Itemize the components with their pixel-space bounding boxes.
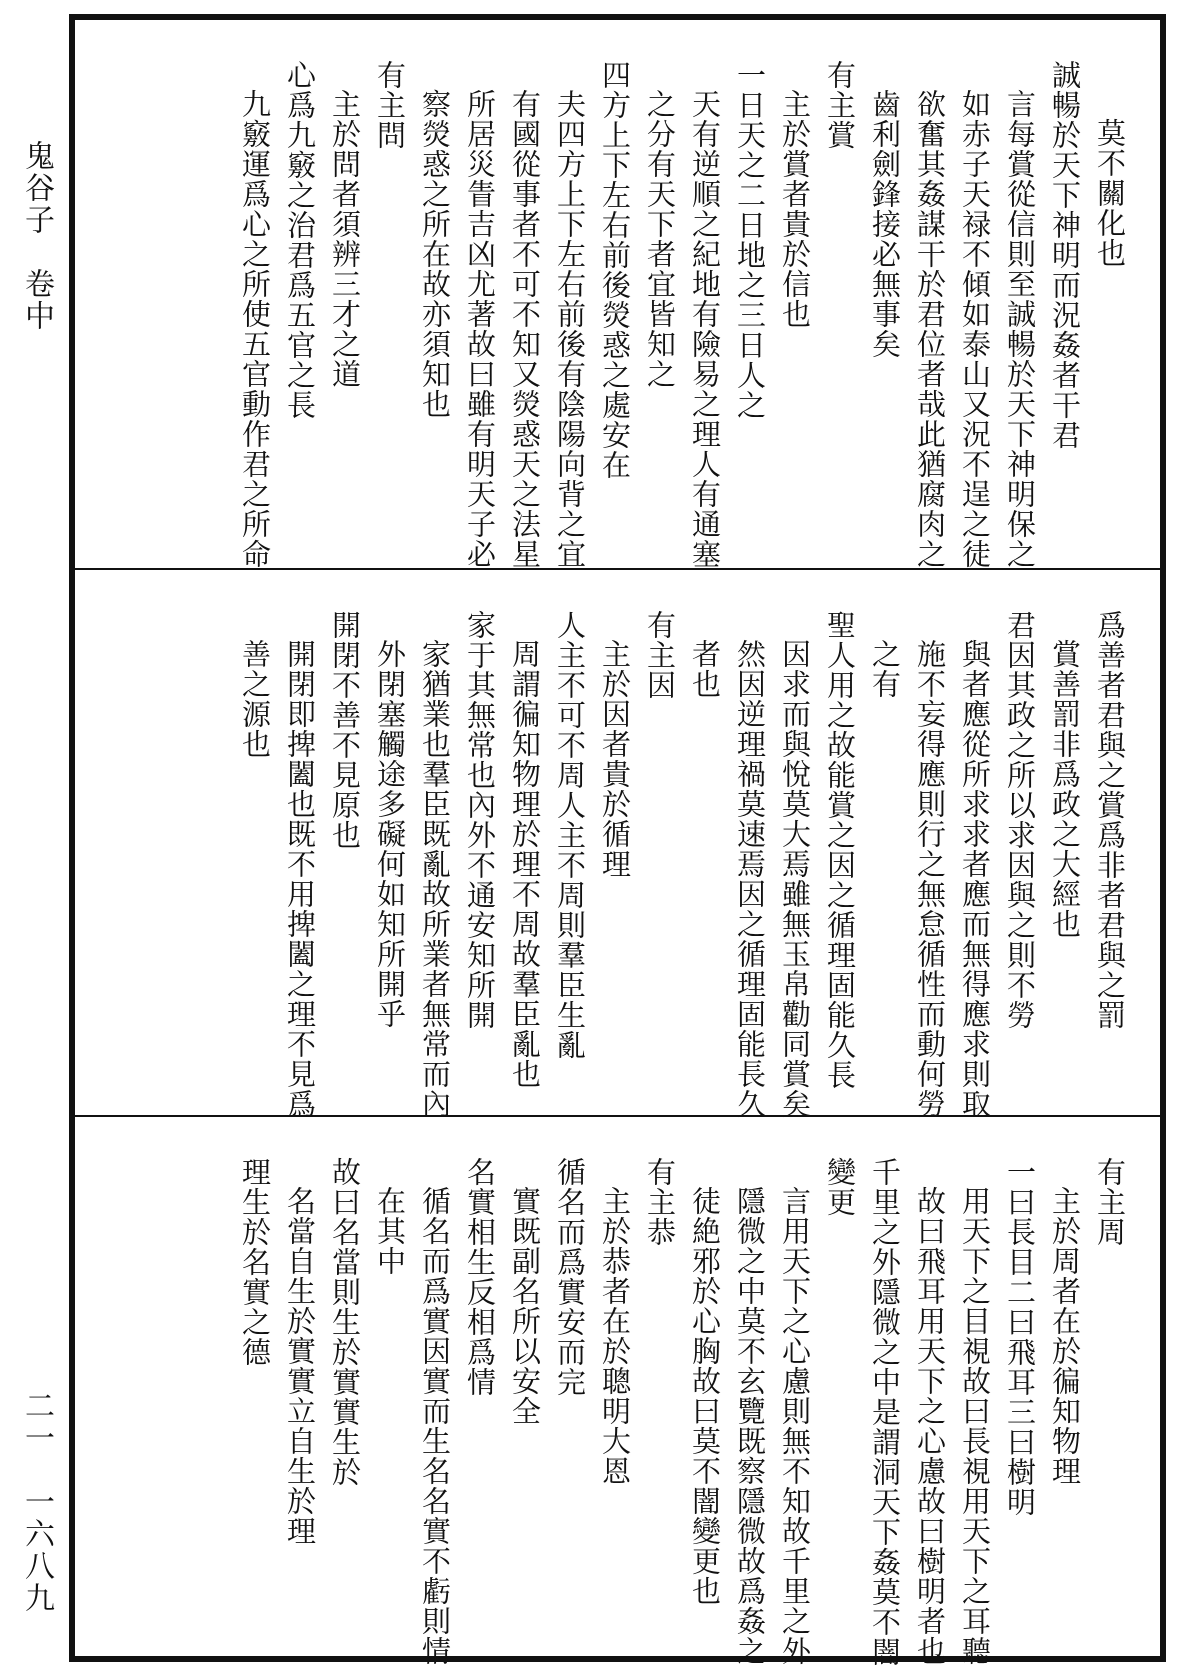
text-column: 名實相生反相爲情	[463, 1157, 497, 1397]
text-column: 施不妄得應則行之無怠循性而動何勞	[913, 639, 947, 1119]
text-column: 然因逆理禍莫速焉因之循理固能長久	[733, 639, 767, 1119]
text-column: 所居災眚吉凶尤著故曰雖有明天子必	[463, 89, 497, 569]
text-column: 理生於名實之德	[238, 1157, 272, 1367]
text-column: 如赤子天禄不傾如泰山又況不逞之徒	[958, 89, 992, 569]
text-column: 隱微之中莫不玄覽既察隱微故爲姦之	[733, 1186, 767, 1666]
text-column: 誠暢於天下神明而況姦者干君	[1048, 60, 1082, 450]
text-column: 賞善罰非爲政之大經也	[1048, 639, 1082, 939]
text-column: 有主周	[1093, 1157, 1127, 1247]
page-number: 二一 一六八九	[19, 1390, 54, 1614]
text-column: 家于其無常也內外不通安知所開	[463, 610, 497, 1030]
text-panel-middle	[75, 570, 1160, 1117]
text-panel-bottom	[75, 1117, 1160, 1667]
running-title: 鬼谷子 卷中	[19, 140, 54, 332]
text-column: 外閉塞觸途多礙何如知所開乎	[373, 639, 407, 1029]
text-column: 君因其政之所以求因與之則不勞	[1003, 610, 1037, 1030]
text-column: 家猶業也羣臣既亂故所業者無常而內	[418, 639, 452, 1119]
text-column: 循名而爲實安而完	[553, 1157, 587, 1397]
text-column: 有主問	[373, 60, 407, 150]
text-column: 在其中	[373, 1186, 407, 1276]
text-column: 主於因者貴於循理	[598, 639, 632, 879]
text-column: 天有逆順之紀地有險易之理人有通塞	[688, 89, 722, 569]
text-column: 有國從事者不可不知又熒惑天之法星	[508, 89, 542, 569]
text-column: 善之源也	[238, 639, 272, 759]
text-panel-top	[75, 20, 1160, 570]
text-columns	[130, 1157, 1132, 1667]
text-column: 一日天之二日地之三日人之	[733, 60, 767, 420]
text-column: 之分有天下者宜皆知之	[643, 89, 677, 389]
text-column: 主於周者在於徧知物理	[1048, 1186, 1082, 1486]
text-columns	[130, 610, 1132, 1119]
text-column: 故曰名當則生於實實生於	[328, 1157, 362, 1487]
text-column: 主於問者須辨三才之道	[328, 89, 362, 389]
text-columns	[130, 60, 1132, 569]
text-column: 變更	[823, 1157, 857, 1217]
text-column: 實既副名所以安全	[508, 1186, 542, 1426]
text-column: 循名而爲實因實而生名名實不虧則情	[418, 1186, 452, 1666]
text-column: 爲善者君與之賞爲非者君與之罰	[1093, 610, 1127, 1030]
text-column: 夫四方上下左右前後有陰陽向背之宜	[553, 89, 587, 569]
text-column: 心爲九竅之治君爲五官之長	[283, 60, 317, 420]
text-column: 言用天下之心慮則無不知故千里之外	[778, 1186, 812, 1666]
text-column: 與者應從所求求者應而無得應求則取	[958, 639, 992, 1119]
text-column: 之有	[868, 639, 902, 699]
text-column: 四方上下左右前後熒惑之處安在	[598, 60, 632, 480]
text-column: 言每賞從信則至誠暢於天下神明保之	[1003, 89, 1037, 569]
text-column: 一曰長目二曰飛耳三曰樹明	[1003, 1157, 1037, 1517]
page-frame	[69, 14, 1166, 1667]
text-column: 故曰飛耳用天下之心慮故曰樹明者也	[913, 1186, 947, 1666]
text-column: 開閉即捭闔也既不用捭闔之理不見爲	[283, 639, 317, 1119]
text-column: 者也	[688, 639, 722, 699]
text-column: 欲奮其姦謀干於君位者哉此猶腐肉之	[913, 89, 947, 569]
text-column: 莫不關化也	[1093, 118, 1127, 268]
text-column: 主於恭者在於聰明大恩	[598, 1186, 632, 1486]
text-column: 有主賞	[823, 60, 857, 150]
text-column: 千里之外隱微之中是謂洞天下姦莫不闇	[868, 1157, 902, 1667]
text-column: 主於賞者貴於信也	[778, 89, 812, 329]
text-column: 有主因	[643, 610, 677, 700]
text-column: 用天下之目視故曰長視用天下之耳聽	[958, 1186, 992, 1666]
text-column: 齒利劍鋒接必無事矣	[868, 89, 902, 359]
text-column: 人主不可不周人主不周則羣臣生亂	[553, 610, 587, 1060]
text-column: 徒絶邪於心胸故曰莫不闇變更也	[688, 1186, 722, 1606]
text-column: 因求而與悅莫大焉雖無玉帛勸同賞矣	[778, 639, 812, 1119]
text-column: 聖人用之故能賞之因之循理固能久長	[823, 610, 857, 1090]
text-column: 開閉不善不見原也	[328, 610, 362, 850]
text-column: 有主恭	[643, 1157, 677, 1247]
text-column: 名當自生於實實立自生於理	[283, 1186, 317, 1546]
text-column: 察熒惑之所在故亦須知也	[418, 89, 452, 419]
text-column: 九竅運爲心之所使五官動作君之所命	[238, 89, 272, 569]
text-column: 周謂徧知物理於理不周故羣臣亂也	[508, 639, 542, 1089]
